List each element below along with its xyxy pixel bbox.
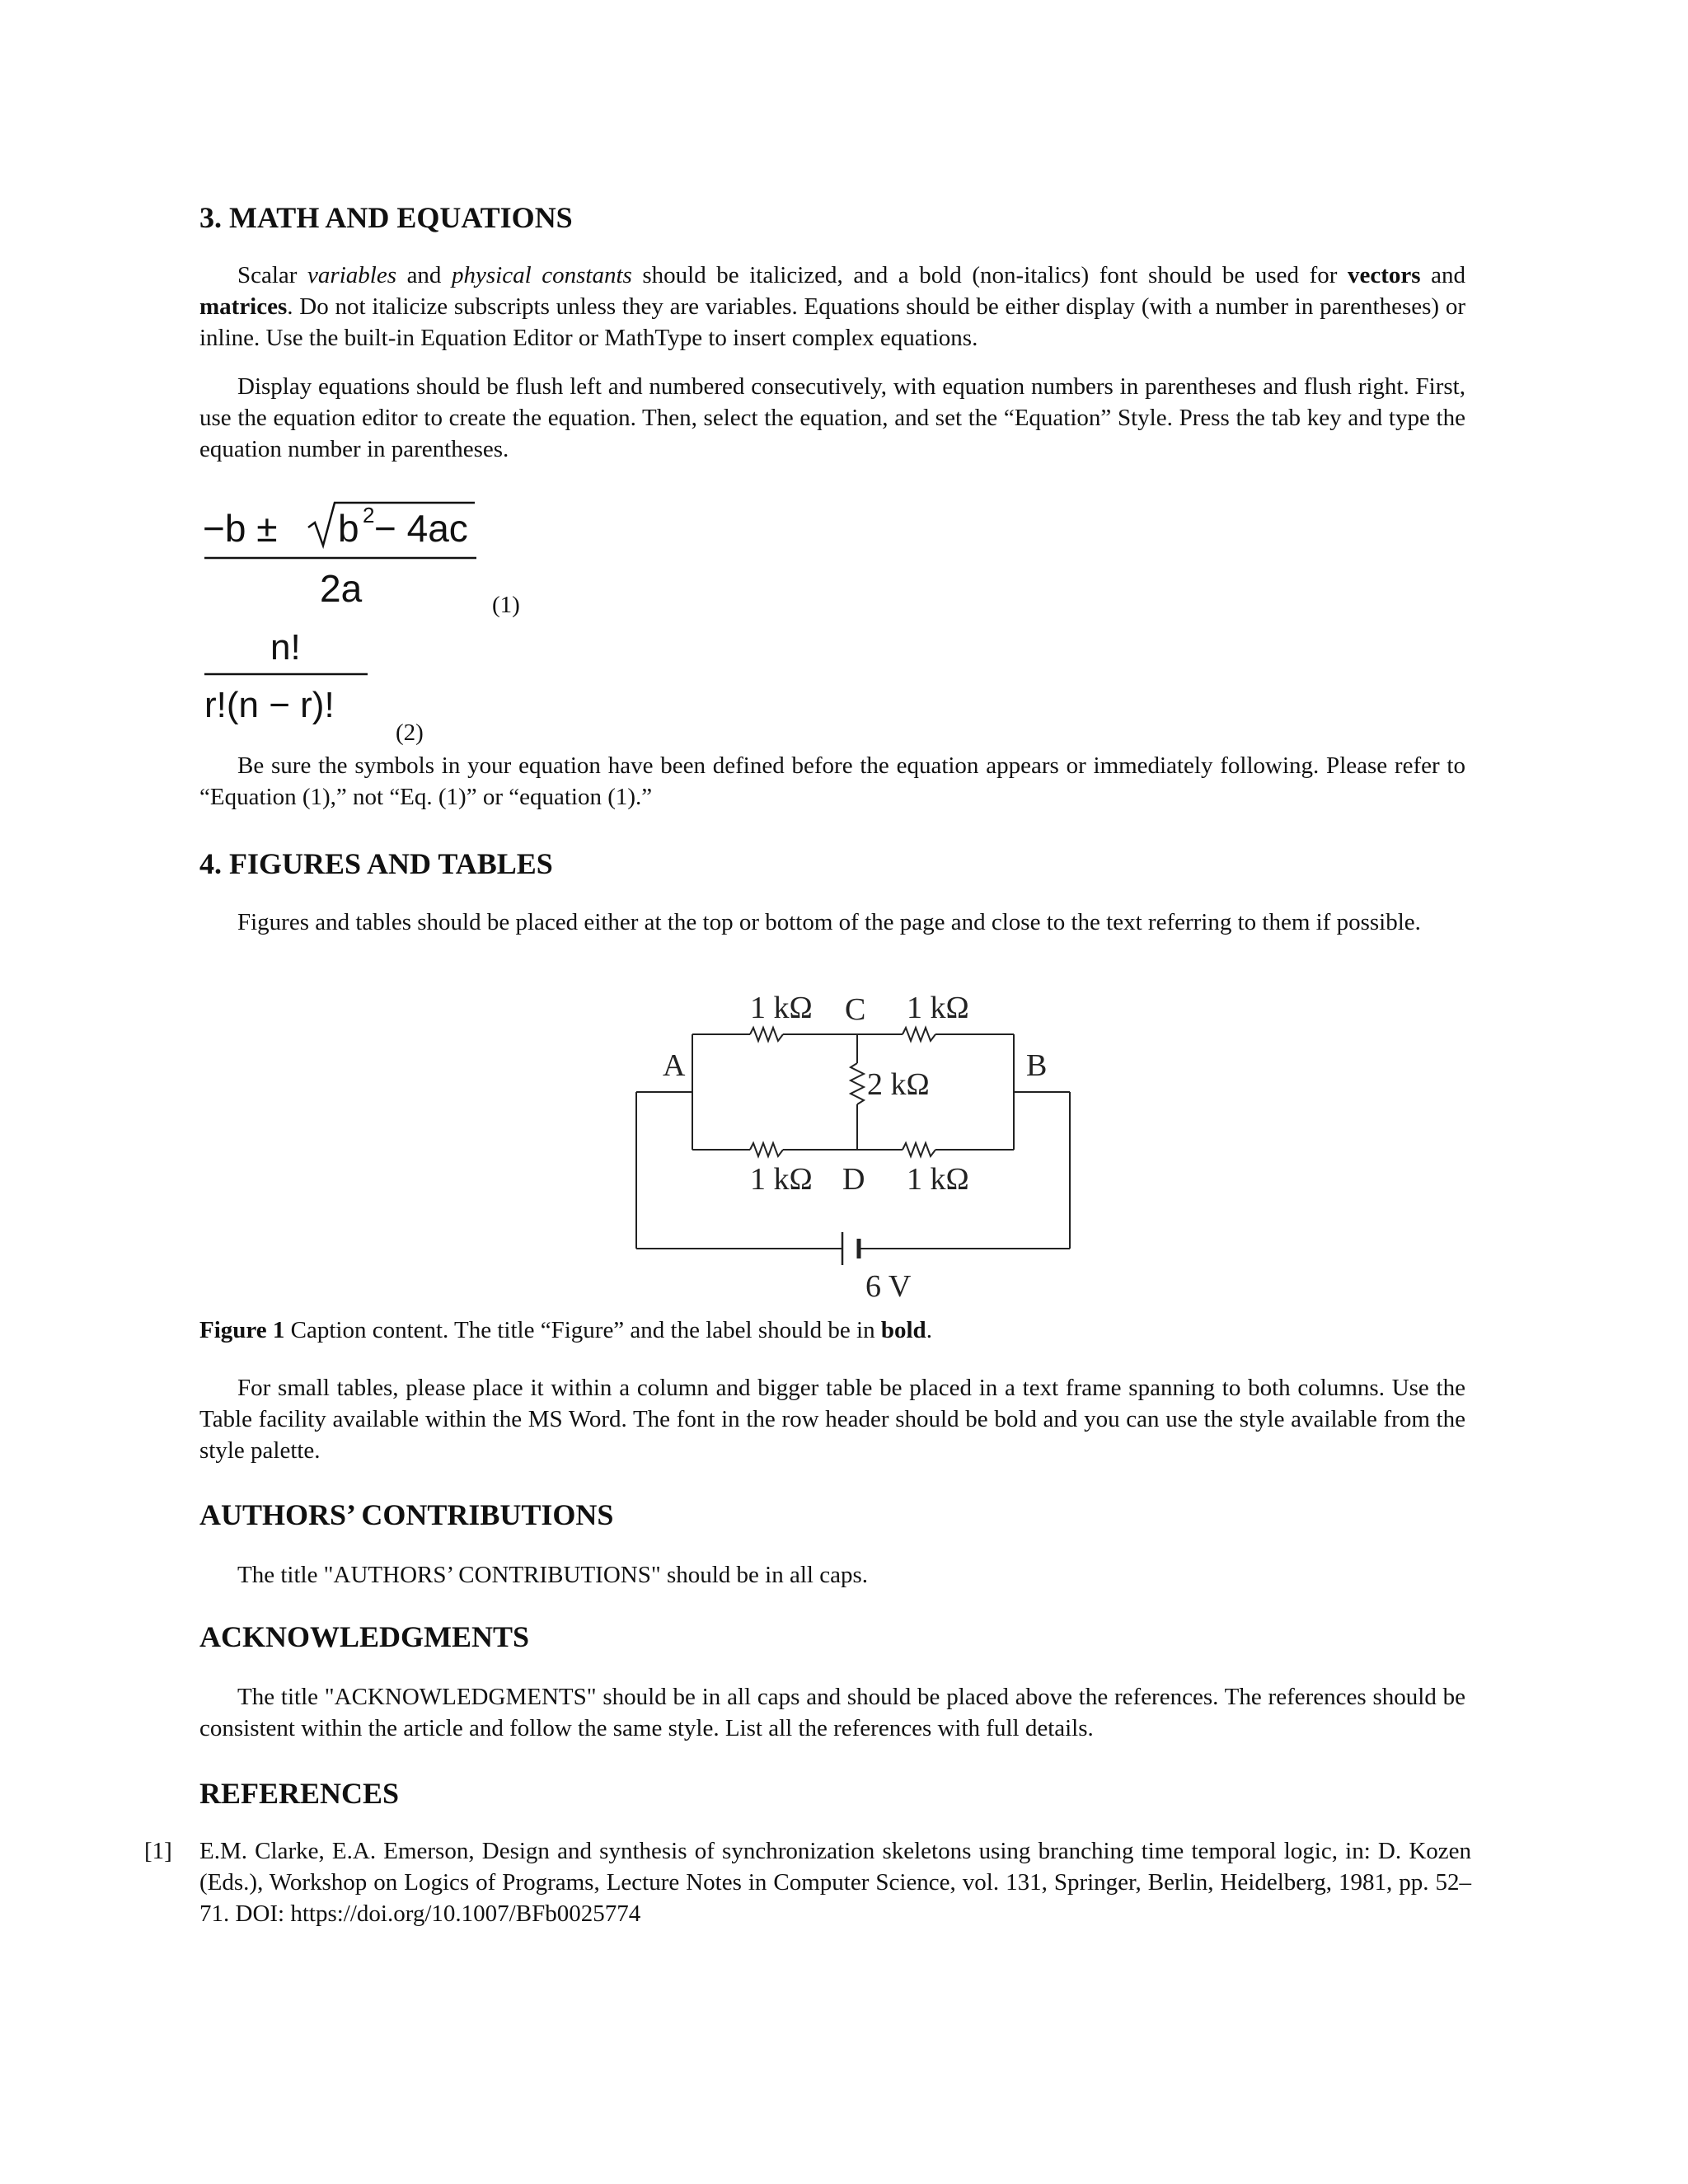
section-heading-figures: 4. FIGURES AND TABLES — [199, 847, 553, 880]
section-heading-math: 3. MATH AND EQUATIONS — [199, 201, 573, 234]
paragraph-authors: The title "AUTHORS’ CONTRIBUTIONS" should be in all caps. — [237, 1562, 868, 1588]
section-heading-ack: ACKNOWLEDGMENTS — [199, 1620, 530, 1653]
figure-circuit — [626, 985, 1088, 1310]
label-r-cb: 1 kΩ — [907, 991, 969, 1025]
eq1-exponent: 2 — [363, 503, 375, 527]
equation-number-1: (1) — [492, 592, 520, 618]
reference-number: [1] — [144, 1838, 172, 1864]
label-node-c: C — [845, 992, 866, 1027]
reference-text: E.M. Clarke, E.A. Emerson, Design and synthesis of synchronization skeletons using branching time temporal logic, in: D. Kozen (Eds.), Workshop on Logics of Programs, Lecture Notes in Computer Science, vol. 131, Springer, Berlin, Heidelberg, 1981, pp. 52–71. DOI: https://doi.org/10.1007/BFb0025774 — [199, 1838, 1471, 1927]
equation-combination — [203, 625, 376, 732]
paragraph-display-equations: Display equations should be flush left and numbered consecutively, with equation numbers in parentheses and flush right. First, use the equation editor to create the equation. Then, select the equation, and set the “Equation” Style. Press the tab key and type the equation number in parentheses. — [199, 373, 1465, 462]
section-heading-references: REFERENCES — [199, 1777, 400, 1810]
resistor-cd — [851, 1063, 864, 1104]
label-r-db: 1 kΩ — [907, 1162, 969, 1197]
section-heading-authors: AUTHORS’ CONTRIBUTIONS — [199, 1498, 614, 1531]
equation-quadratic-graphic — [203, 494, 483, 626]
paragraph-ack: The title "ACKNOWLEDGMENTS" should be in all caps and should be placed above the references. The references should be consistent within the article and follow the same style. List all the references with full details. — [199, 1684, 1465, 1741]
figure-caption: Figure 1 Caption content. The title “Figure” and the label should be in bold. — [199, 1317, 932, 1343]
resistor-cb — [903, 1028, 935, 1041]
label-node-d: D — [842, 1162, 865, 1197]
label-node-a: A — [663, 1048, 686, 1083]
circuit-diagram — [626, 985, 1088, 1310]
paragraph-tables: For small tables, please place it within a column and bigger table be placed in a text frame spanning to both columns. Use the Table facility available within the MS Word. The font in the row header should be bold and you can use the style available from the style palette. — [199, 1375, 1465, 1464]
paragraph-math-styling: Scalar variables and physical constants should be italicized, and a bold (non-italics) font should be used for vectors and matrices. Do not italicize subscripts unless they are variables. Equations should be either display (with a number in parentheses) or inline. Use the built-in Equation Editor or MathType to insert complex equations. — [199, 262, 1465, 351]
label-r-cd: 2 kΩ — [867, 1067, 930, 1102]
reference-item — [144, 1835, 1471, 1929]
label-r-ac: 1 kΩ — [750, 991, 813, 1025]
eq2-numerator: n! — [270, 627, 301, 668]
label-r-ad: 1 kΩ — [750, 1162, 813, 1197]
eq2-denominator: r!(n − r)! — [204, 685, 335, 725]
eq1-numerator-left: −b ± — [203, 507, 278, 550]
paragraph-figures-placement: Figures and tables should be placed either at the top or bottom of the page and close to the text referring to them if possible. — [237, 909, 1421, 935]
equation-quadratic — [203, 494, 483, 626]
paragraph-symbols-defined: Be sure the symbols in your equation have been defined before the equation appears or immediately following. Please refer to “Equation (1),” not “Eq. (1)” or “equation (1).” — [199, 752, 1465, 810]
eq1-radicand: b — [338, 507, 359, 550]
equation-number-2: (2) — [396, 719, 424, 746]
equation-combination-graphic — [203, 625, 376, 732]
label-node-b: B — [1026, 1048, 1048, 1083]
eq1-denominator: 2a — [320, 567, 363, 610]
resistor-ad — [750, 1143, 783, 1156]
eq1-radicand-rest: − 4ac — [374, 507, 468, 550]
label-battery: 6 V — [865, 1269, 912, 1304]
resistor-db — [903, 1143, 935, 1156]
resistor-ac — [750, 1028, 783, 1041]
